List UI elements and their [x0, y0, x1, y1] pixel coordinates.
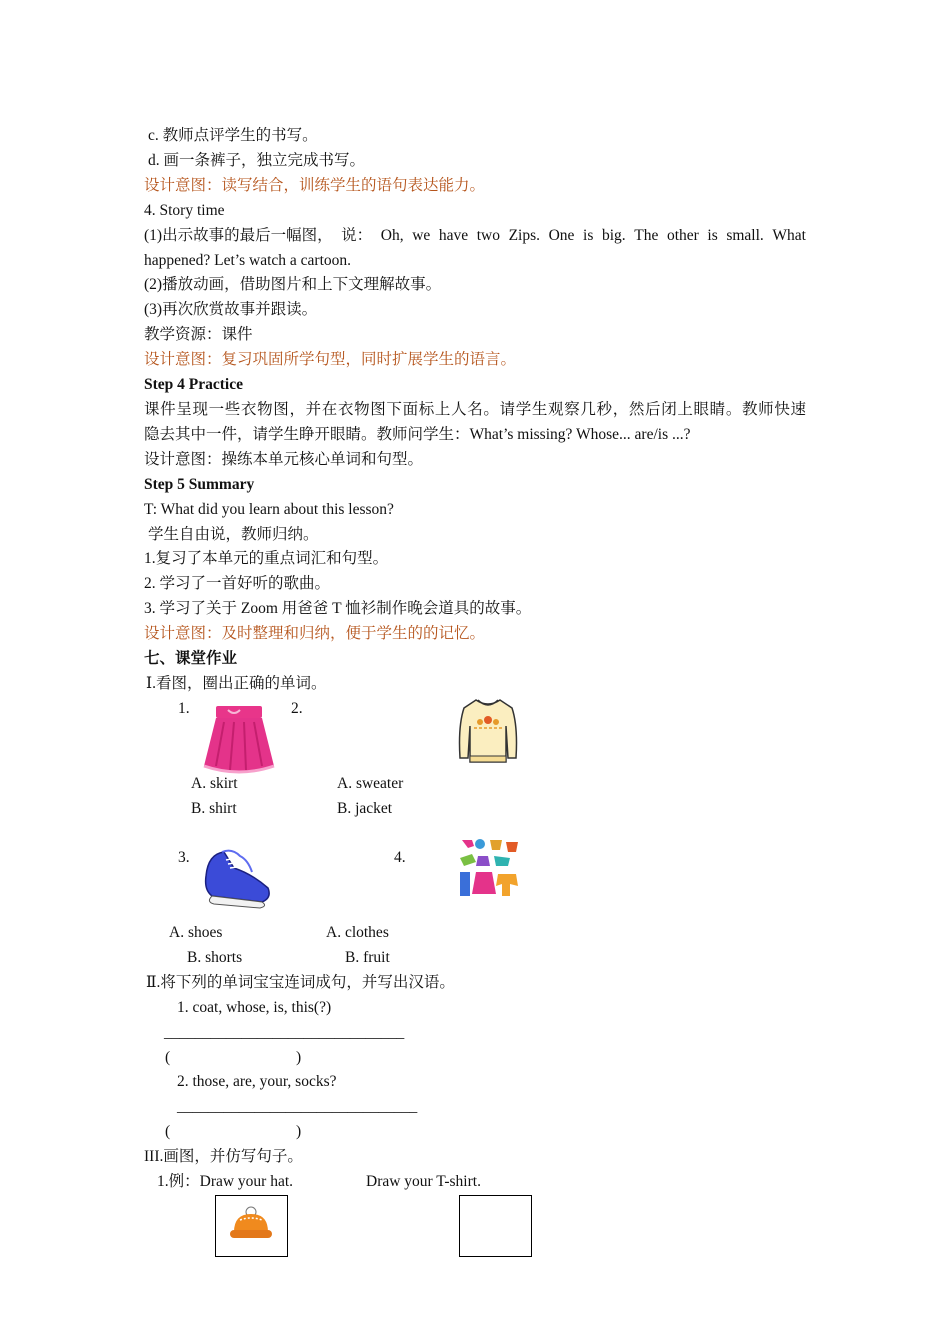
part3-instruction: III.画图，并仿写句子。 — [144, 1148, 303, 1165]
q1-number: 1. — [178, 700, 190, 717]
q3-number: 3. — [178, 849, 190, 866]
summary-item-1: 1.复习了本单元的重点词汇和句型。 — [144, 550, 389, 567]
design-intent-4: 设计意图：及时整理和归纳，便于学生的的记忆。 — [144, 625, 486, 642]
step5-heading: Step 5 Summary — [144, 476, 255, 493]
q2-number: 2. — [291, 700, 303, 717]
q2-option-b: B. jacket — [337, 800, 393, 817]
sweater-picture — [458, 696, 518, 768]
sentence-1-answer-line: _______________________________ — [164, 1024, 405, 1041]
step-c: c. 教师点评学生的书写。 — [148, 127, 318, 144]
q3-option-a: A. shoes — [169, 924, 223, 941]
design-intent-1: 设计意图：读写结合，训练学生的语句表达能力。 — [144, 177, 486, 194]
shoes-picture — [202, 846, 274, 912]
step5-answer: 学生自由说，教师归纳。 — [148, 526, 319, 543]
sentence-1-paren-close: ) — [296, 1049, 302, 1066]
design-intent-2: 设计意图：复习巩固所学句型，同时扩展学生的语言。 — [144, 351, 517, 368]
summary-item-2: 2. 学习了一首好听的歌曲。 — [144, 575, 331, 592]
q1-option-b: B. shirt — [191, 800, 237, 817]
part1-instruction: Ⅰ.看图，圈出正确的单词。 — [146, 675, 327, 692]
step5-question: T: What did you learn about this lesson? — [144, 501, 394, 518]
skirt-picture — [202, 704, 276, 776]
sentence-1-paren-open: ( — [165, 1049, 171, 1066]
story-step-1: (1)出示故事的最后一幅图， 说： Oh, we have two Zips. One is big. The other is small. What — [144, 227, 806, 244]
sentence-2-paren-open: ( — [165, 1123, 171, 1140]
sentence-2-words: 2. those, are, your, socks? — [177, 1073, 337, 1090]
draw-task-label: Draw your T-shirt. — [366, 1173, 481, 1190]
hat-icon — [228, 1206, 274, 1242]
homework-title: 七、课堂作业 — [144, 650, 238, 667]
step4-heading: Step 4 Practice — [144, 376, 243, 393]
story-time-heading: 4. Story time — [144, 202, 225, 219]
tshirt-drawing-box[interactable] — [459, 1195, 532, 1257]
clothes-picture — [458, 836, 522, 900]
draw-example-label: 1.例：Draw your hat. — [157, 1173, 294, 1190]
step-d: d. 画一条裤子，独立完成书写。 — [148, 152, 366, 169]
step4-text-1: 课件呈现一些衣物图，并在衣物图下面标上人名。请学生观察几秒，然后闭上眼睛。教师快速 — [144, 401, 806, 418]
q4-option-a: A. clothes — [326, 924, 389, 941]
step4-text-2: 隐去其中一件，请学生睁开眼睛。教师问学生：What’s missing? Whose... are/is ...? — [144, 426, 691, 443]
q4-option-b: B. fruit — [345, 949, 390, 966]
sentence-1-words: 1. coat, whose, is, this(?) — [177, 999, 332, 1016]
summary-item-3: 3. 学习了关于 Zoom 用爸爸 T 恤衫制作晚会道具的故事。 — [144, 600, 532, 617]
sentence-2-answer-line: _______________________________ — [177, 1098, 418, 1115]
design-intent-3: 设计意图：操练本单元核心单词和句型。 — [144, 451, 424, 468]
sentence-2-paren-close: ) — [296, 1123, 302, 1140]
q2-option-a: A. sweater — [337, 775, 404, 792]
q1-option-a: A. skirt — [191, 775, 238, 792]
story-step-1-cont: happened? Let’s watch a cartoon. — [144, 252, 352, 269]
teaching-resource: 教学资源：课件 — [144, 326, 253, 343]
q3-option-b: B. shorts — [187, 949, 243, 966]
q4-number: 4. — [394, 849, 406, 866]
hat-example-box — [215, 1195, 288, 1257]
part2-instruction: Ⅱ.将下列的单词宝宝连词成句，并写出汉语。 — [146, 974, 455, 991]
story-step-3: (3)再次欣赏故事并跟读。 — [144, 301, 318, 318]
story-step-2: (2)播放动画，借助图片和上下文理解故事。 — [144, 276, 442, 293]
